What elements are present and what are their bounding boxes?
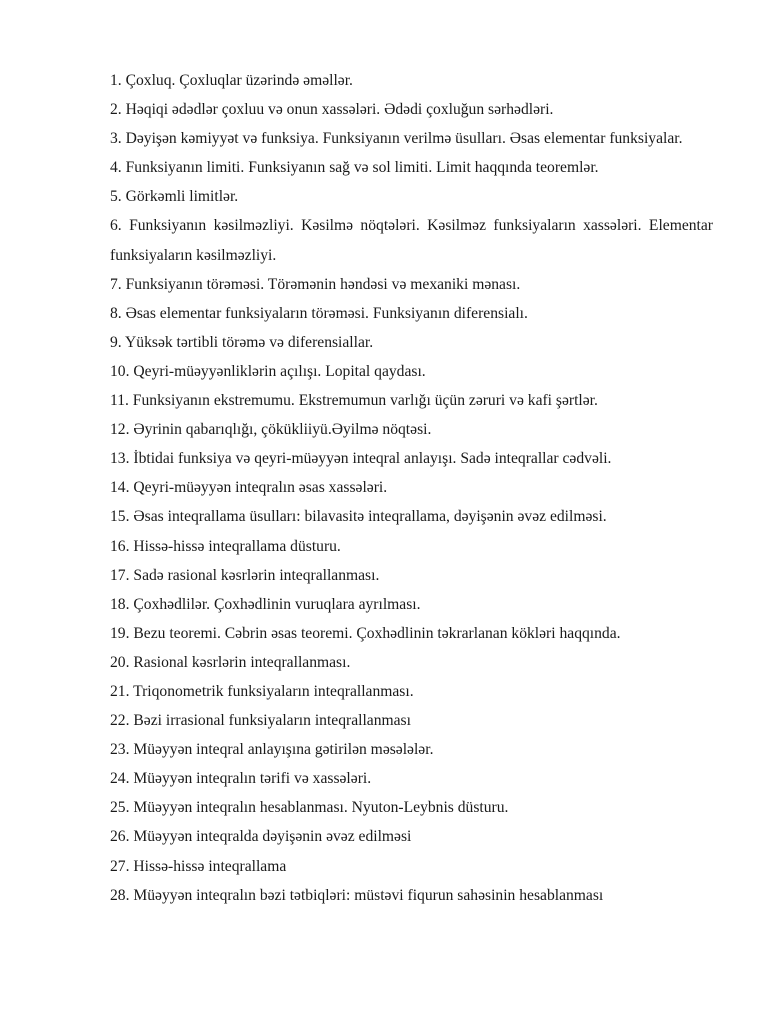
list-item: 27. Hissə-hissə inteqrallama <box>110 857 287 875</box>
list-item: 25. Müəyyən inteqralın hesablanması. Nyuton-Leybnis düsturu. <box>110 799 509 817</box>
list-item: 10. Qeyri-müəyyənliklərin açılışı. Lopital qaydası. <box>110 362 426 380</box>
list-item: 6. Funksiyanın kəsilməzliyi. Kəsilmə nöqtələri. Kəsilməz funksiyaların xassələri. Elementar funksiyaların kəsilməzliyi. <box>110 217 713 264</box>
list-item: 24. Müəyyən inteqralın tərifi və xassələri. <box>110 770 372 788</box>
list-item: 26. Müəyyən inteqralda dəyişənin əvəz edilməsi <box>110 828 412 846</box>
list-item: 8. Əsas elementar funksiyaların törəməsi. Funksiyanın diferensialı. <box>110 304 528 322</box>
list-item: 14. Qeyri-müəyyən inteqralın əsas xassələri. <box>110 479 388 497</box>
list-item: 18. Çoxhədlilər. Çoxhədlinin vuruqlara ayrılması. <box>110 595 421 613</box>
list-item: 1. Çoxluq. Çoxluqlar üzərində əməllər. <box>110 72 353 89</box>
list-item: 15. Əsas inteqrallama üsulları: bilavasitə inteqrallama, dəyişənin əvəz edilməsi. <box>110 508 607 526</box>
list-item: 28. Müəyyən inteqralın bəzi tətbiqləri: müstəvi fiqurun sahəsinin hesablanması <box>110 886 604 904</box>
list-item: 20. Rasional kəsrlərin inteqrallanması. <box>110 653 351 671</box>
list-item: 19. Bezu teoremi. Cəbrin əsas teoremi. Çoxhədlinin təkrarlanan kökləri haqqında. <box>110 624 621 642</box>
list-item: 21. Triqonometrik funksiyaların inteqrallanması. <box>110 682 414 700</box>
list-item: 2. Həqiqi ədədlər çoxluu və onun xassələri. Ədədi çoxluğun sərhədləri. <box>110 101 554 119</box>
list-item: 16. Hissə-hissə inteqrallama düsturu. <box>110 537 341 555</box>
list-item: 12. Əyrinin qabarıqlığı, çökükliiyü.Əyilmə nöqtəsi. <box>110 421 432 439</box>
list-item: 11. Funksiyanın ekstremumu. Ekstremumun varlığı üçün zəruri və kafi şərtlər. <box>110 392 598 410</box>
list-item: 13. İbtidai funksiya və qeyri-müəyyən inteqral anlayışı. Sadə inteqrallar cədvəli. <box>110 450 612 468</box>
list-item: 22. Bəzi irrasional funksiyaların inteqrallanması <box>110 712 411 730</box>
list-item: 3. Dəyişən kəmiyyət və funksiya. Funksiyanın verilmə üsulları. Əsas elementar funksiyalar. <box>110 130 683 148</box>
list-item: 7. Funksiyanın törəməsi. Törəmənin həndəsi və mexaniki mənası. <box>110 275 521 293</box>
list-item: 9. Yüksək tərtibli törəmə və diferensiallar. <box>110 333 374 351</box>
list-item: 4. Funksiyanın limiti. Funksiyanın sağ və sol limiti. Limit haqqında teoremlər. <box>110 159 599 177</box>
list-item: 5. Görkəmli limitlər. <box>110 188 239 206</box>
list-item: 23. Müəyyən inteqral anlayışına gətirilən məsələlər. <box>110 741 434 759</box>
list-item: 17. Sadə rasional kəsrlərin inteqrallanması. <box>110 566 380 584</box>
topic-list <box>110 66 713 910</box>
